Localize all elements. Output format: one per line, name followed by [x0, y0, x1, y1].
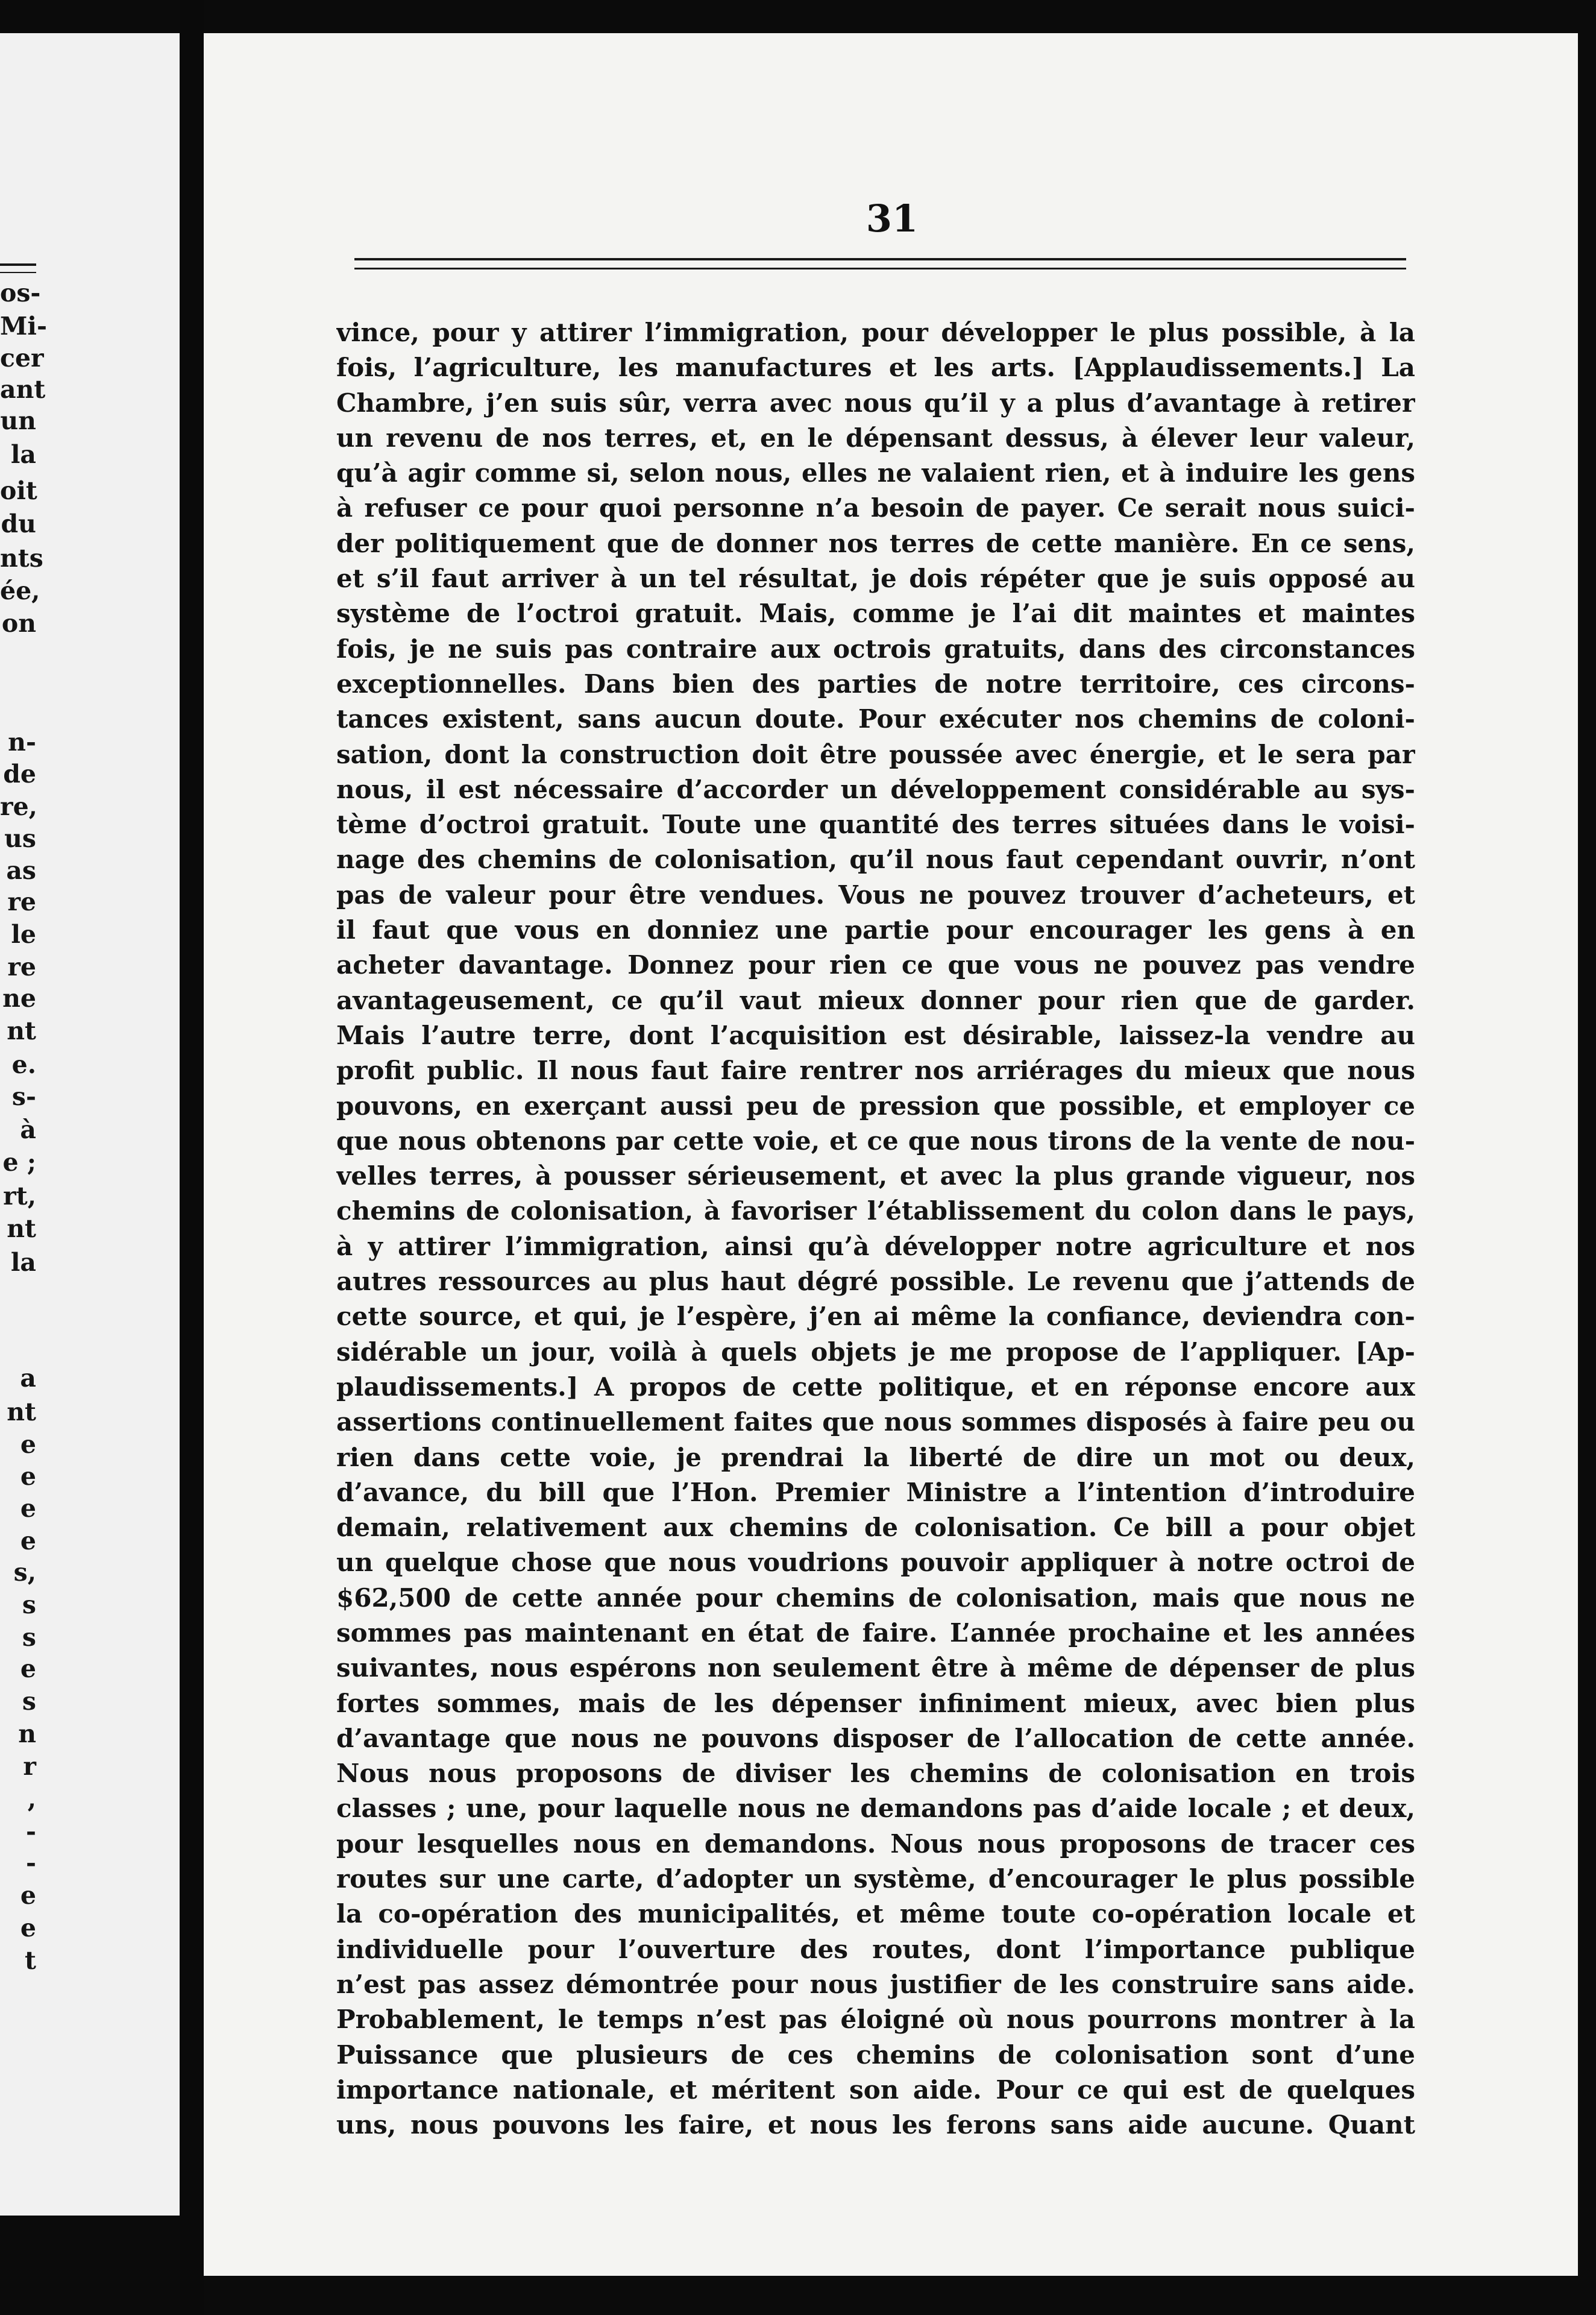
previous-page-fragment: nt	[7, 1016, 36, 1045]
body-text	[336, 315, 1415, 2143]
text-line: vince, pour y attirer l’immigration, pour développer le plus possible, à la	[336, 318, 1415, 347]
previous-page-text-fragments	[0, 33, 180, 2216]
text-line: d’avance, du bill que l’Hon. Premier Ministre a l’intention d’introduire	[336, 1477, 1415, 1507]
previous-page-fragment: s-	[11, 1082, 36, 1111]
previous-page-fragment: s	[22, 1623, 36, 1652]
text-line: avantageusement, ce qu’il vaut mieux donner pour rien que de garder.	[336, 985, 1415, 1015]
text-line: individuelle pour l’ouverture des routes, dont l’importance publique	[336, 1934, 1415, 1964]
previous-page-fragment: a	[20, 1364, 36, 1393]
text-line: fortes sommes, mais de les dépenser infiniment mieux, avec bien plus	[336, 1688, 1415, 1718]
previous-page-fragment: n	[18, 1719, 36, 1748]
text-line: un quelque chose que nous voudrions pouvoir appliquer à notre octroi de	[336, 1548, 1415, 1578]
text-line: système de l’octroi gratuit. Mais, comme je l’ai dit maintes et maintes	[336, 599, 1415, 629]
previous-page-fragment: as	[6, 856, 36, 885]
previous-page-fragment: nt	[7, 1214, 36, 1243]
book-gutter	[180, 0, 204, 2315]
previous-page-fragment: ,	[27, 1784, 36, 1813]
text-line: rien dans cette voie, je prendrai la liberté de dire un mot ou deux,	[336, 1442, 1415, 1472]
main-page	[204, 33, 1578, 2276]
previous-page-fragment: ant	[0, 375, 46, 404]
previous-page-strip	[0, 33, 180, 2216]
text-line: tème d’octroi gratuit. Toute une quantité des terres situées dans le voisi-	[336, 810, 1415, 840]
text-line: Mais l’autre terre, dont l’acquisition est désirable, laissez-la vendre au	[336, 1020, 1415, 1050]
text-line: et s’il faut arriver à un tel résultat, je dois répéter que je suis opposé au	[336, 564, 1415, 594]
previous-page-fragment: du	[1, 509, 36, 538]
text-line: acheter davantage. Donnez pour rien ce que vous ne pouvez pas vendre	[336, 950, 1415, 980]
text-line: nous, il est nécessaire d’accorder un développement considérable au sys-	[336, 774, 1415, 804]
previous-page-fragment: la	[10, 1248, 36, 1277]
previous-page-fragment: rt,	[3, 1182, 36, 1211]
previous-page-fragment: s,	[13, 1558, 36, 1587]
text-line: un revenu de nos terres, et, en le dépensant dessus, à élever leur valeur,	[336, 423, 1415, 453]
text-line: sidérable un jour, voilà à quels objets je me propose de l’appliquer. [Ap-	[336, 1337, 1415, 1367]
previous-page-fragment: oit	[0, 476, 37, 505]
previous-page-fragment: re,	[0, 792, 37, 821]
previous-page-fragment: à	[20, 1115, 36, 1144]
previous-page-fragment: -	[25, 1848, 36, 1877]
previous-page-fragment: e	[20, 1430, 36, 1459]
previous-page-fragment: de	[3, 760, 36, 789]
text-line: n’est pas assez démontrée pour nous justifier de les construire sans aide.	[336, 1969, 1415, 1999]
previous-page-fragment: n-	[8, 728, 36, 757]
page-number: 31	[866, 197, 919, 241]
previous-page-fragment: re	[7, 953, 36, 981]
text-line: assertions continuellement faites que nous sommes disposés à faire peu ou	[336, 1407, 1415, 1437]
text-line: pouvons, en exerçant aussi peu de pression que possible, et employer ce	[336, 1091, 1415, 1121]
text-line: suivantes, nous espérons non seulement être à même de dépenser de plus	[336, 1653, 1415, 1683]
previous-page-fragment: e	[20, 1913, 36, 1942]
text-line: exceptionnelles. Dans bien des parties de notre territoire, ces circons-	[336, 669, 1415, 699]
previous-page-fragment: nts	[0, 544, 43, 573]
text-line: la co-opération des municipalités, et même toute co-opération locale et	[336, 1899, 1415, 1929]
previous-page-fragment: on	[1, 609, 36, 638]
previous-page-fragment: t	[25, 1946, 36, 1975]
text-line: cette source, et qui, je l’espère, j’en ai même la confiance, deviendra con-	[336, 1302, 1415, 1332]
text-line: Chambre, j’en suis sûr, verra avec nous qu’il y a plus d’avantage à retirer	[336, 388, 1415, 418]
text-line: tances existent, sans aucun doute. Pour exécuter nos chemins de coloni-	[336, 704, 1415, 734]
text-line: que nous obtenons par cette voie, et ce que nous tirons de la vente de nou-	[336, 1126, 1415, 1156]
previous-page-fragment: r	[23, 1752, 36, 1781]
previous-page-fragment: nt	[7, 1397, 36, 1426]
text-line: plaudissements.] A propos de cette politique, et en réponse encore aux	[336, 1372, 1415, 1402]
text-line: chemins de colonisation, à favoriser l’établissement du colon dans le pays,	[336, 1196, 1415, 1226]
text-line: à y attirer l’immigration, ainsi qu’à développer notre agriculture et nos	[336, 1231, 1415, 1261]
text-line: Puissance que plusieurs de ces chemins de colonisation sont d’une	[336, 2039, 1415, 2070]
previous-page-fragment: re	[7, 887, 36, 916]
text-line: profit public. Il nous faut faire rentrer nos arriérages du mieux que nous	[336, 1056, 1415, 1086]
text-line: nage des chemins de colonisation, qu’il nous faut cependant ouvrir, n’ont	[336, 845, 1415, 875]
text-line: classes ; une, pour laquelle nous ne demandons pas d’aide locale ; et deux,	[336, 1794, 1415, 1824]
text-line: Nous nous proposons de diviser les chemins de colonisation en trois	[336, 1759, 1415, 1789]
previous-page-fragment: s	[22, 1590, 36, 1619]
previous-page-fragment: un	[0, 406, 36, 435]
text-line: demain, relativement aux chemins de colonisation. Ce bill a pour objet	[336, 1513, 1415, 1543]
previous-page-fragment: e	[20, 1654, 36, 1683]
previous-page-fragment: Mi-	[0, 312, 47, 341]
text-line: à refuser ce pour quoi personne n’a besoin de payer. Ce serait nous suici-	[336, 493, 1415, 523]
previous-page-fragment: le	[11, 920, 36, 949]
text-line: importance nationale, et méritent son aide. Pour ce qui est de quelques	[336, 2074, 1415, 2105]
text-line: uns, nous pouvons les faire, et nous les ferons sans aide aucune. Quant	[336, 2110, 1415, 2140]
previous-page-fragment: s	[22, 1687, 36, 1716]
previous-page-fragment: os-	[0, 279, 41, 307]
previous-page-fragment: -	[25, 1817, 36, 1846]
previous-page-fragment: e.	[11, 1050, 36, 1079]
text-line: pour lesquelles nous en demandons. Nous nous proposons de tracer ces	[336, 1828, 1415, 1859]
previous-page-fragment: us	[4, 824, 36, 853]
previous-page-fragment: e ;	[2, 1148, 36, 1177]
text-line: $62,500 de cette année pour chemins de colonisation, mais que nous ne	[336, 1583, 1415, 1613]
header-double-rule	[354, 258, 1406, 269]
text-line: der politiquement que de donner nos terres de cette manière. En ce sens,	[336, 528, 1415, 558]
text-line: Probablement, le temps n’est pas éloigné où nous pourrons montrer à la	[336, 2005, 1415, 2035]
previous-page-fragment: cer	[0, 344, 44, 373]
previous-page-fragment: e	[20, 1494, 36, 1523]
text-line: routes sur une carte, d’adopter un système, d’encourager le plus possible	[336, 1864, 1415, 1894]
text-line: d’avantage que nous ne pouvons disposer de l’allocation de cette année.	[336, 1723, 1415, 1753]
previous-page-fragment: e	[20, 1462, 36, 1491]
text-line: sommes pas maintenant en état de faire. L’année prochaine et les années	[336, 1617, 1415, 1648]
text-line: velles terres, à pousser sérieusement, et avec la plus grande vigueur, nos	[336, 1161, 1415, 1191]
text-line: fois, je ne suis pas contraire aux octrois gratuits, dans des circonstances	[336, 634, 1415, 664]
text-line: autres ressources au plus haut dégré possible. Le revenu que j’attends de	[336, 1267, 1415, 1297]
previous-page-fragment: ne	[2, 984, 36, 1013]
previous-page-fragment: la	[10, 440, 36, 469]
previous-page-fragment: ée,	[0, 576, 40, 605]
text-line: pas de valeur pour être vendues. Vous ne pouvez trouver d’acheteurs, et	[336, 880, 1415, 910]
text-line: sation, dont la construction doit être poussée avec énergie, et le sera par	[336, 739, 1415, 769]
text-line: qu’à agir comme si, selon nous, elles ne valaient rien, et à induire les gens	[336, 458, 1415, 488]
text-line: fois, l’agriculture, les manufactures et les arts. [Applaudissements.] La	[336, 353, 1415, 383]
previous-page-fragment: e	[20, 1881, 36, 1910]
previous-page-fragment: e	[20, 1526, 36, 1555]
text-line: il faut que vous en donniez une partie pour encourager les gens à en	[336, 915, 1415, 945]
